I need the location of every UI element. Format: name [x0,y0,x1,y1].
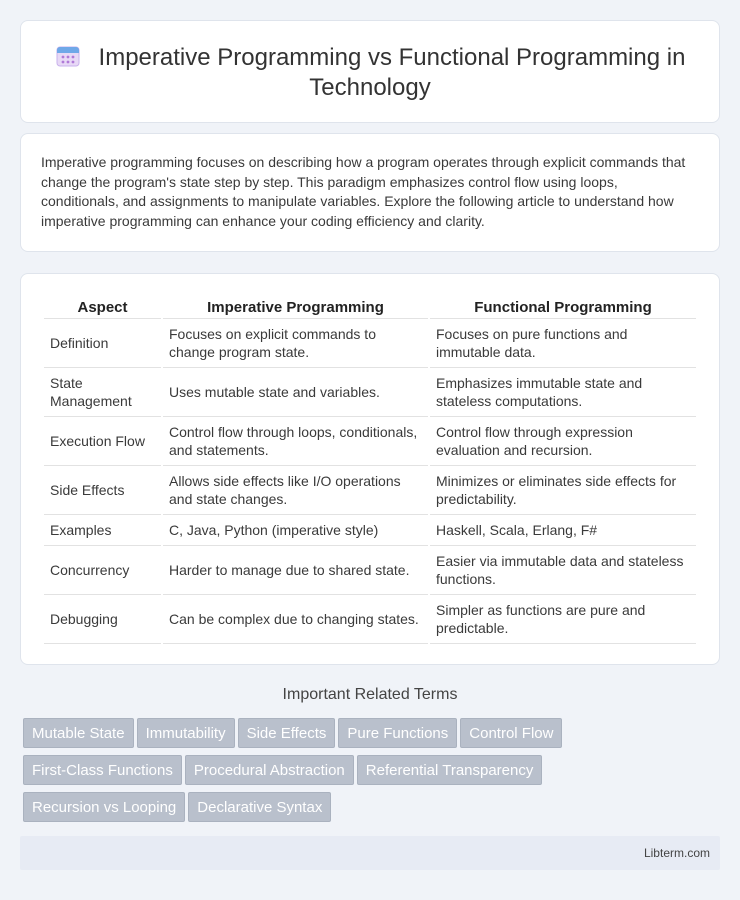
header-functional: Functional Programming [430,296,696,319]
row-aspect: State Management [44,368,161,417]
intro-text: Imperative programming focuses on describing how a program operates through explicit commands that change the program's state step by step. This paradigm emphasizes control flow using loops, conditionals, and assignments to manipulate variables. Explore the following article to understand how imperative programming can enhance your coding efficiency and clarity. [41,154,686,229]
intro-card [20,133,720,252]
related-terms-list [23,718,723,829]
row-aspect: Execution Flow [44,417,161,466]
row-imperative: Uses mutable state and variables. [163,368,428,417]
row-functional: Minimizes or eliminates side effects for predictability. [430,466,696,515]
table-row [44,595,696,644]
row-aspect: Side Effects [44,466,161,515]
header-aspect: Aspect [44,296,161,319]
header-imperative: Imperative Programming [163,296,428,319]
row-functional: Control flow through expression evaluation and recursion. [430,417,696,466]
page-title: Imperative Programming vs Functional Programming in Technology [98,44,686,101]
table-row [44,466,696,515]
table-row [44,319,696,368]
footer [20,836,720,870]
table-row [44,546,696,595]
row-functional: Focuses on pure functions and immutable data. [430,319,696,368]
title-card [20,20,720,123]
table-row [44,515,696,546]
term-tag[interactable]: Recursion vs Looping [23,792,185,822]
row-aspect: Debugging [44,595,161,644]
row-imperative: Control flow through loops, conditionals, and statements. [163,417,428,466]
term-tag[interactable]: Mutable State [23,718,134,748]
row-aspect: Concurrency [44,546,161,595]
row-functional: Simpler as functions are pure and predictable. [430,595,696,644]
term-tag[interactable]: Pure Functions [338,718,457,748]
row-imperative: Can be complex due to changing states. [163,595,428,644]
row-aspect: Examples [44,515,161,546]
term-tag[interactable]: Declarative Syntax [188,792,331,822]
term-tag[interactable]: First-Class Functions [23,755,182,785]
term-tag[interactable]: Referential Transparency [357,755,543,785]
footer-site-link[interactable]: Libterm.com [643,846,710,860]
row-functional: Easier via immutable data and stateless functions. [430,546,696,595]
row-imperative: C, Java, Python (imperative style) [163,515,428,546]
table-row [44,417,696,466]
related-terms-heading: Important Related Terms [282,686,458,703]
row-imperative: Harder to manage due to shared state. [163,546,428,595]
table-header-row [44,296,696,319]
row-imperative: Focuses on explicit commands to change program state. [163,319,428,368]
table-row [44,368,696,417]
page-title-wrap [21,43,719,103]
term-tag[interactable]: Immutability [137,718,235,748]
row-imperative: Allows side effects like I/O operations and state changes. [163,466,428,515]
row-functional: Haskell, Scala, Erlang, F# [430,515,696,546]
row-aspect: Definition [44,319,161,368]
comparison-table [42,296,698,644]
row-functional: Emphasizes immutable state and stateless computations. [430,368,696,417]
term-tag[interactable]: Side Effects [238,718,336,748]
term-tag[interactable]: Procedural Abstraction [185,755,354,785]
term-tag[interactable]: Control Flow [460,718,562,748]
comparison-card [20,273,720,665]
calendar-icon [55,44,81,68]
